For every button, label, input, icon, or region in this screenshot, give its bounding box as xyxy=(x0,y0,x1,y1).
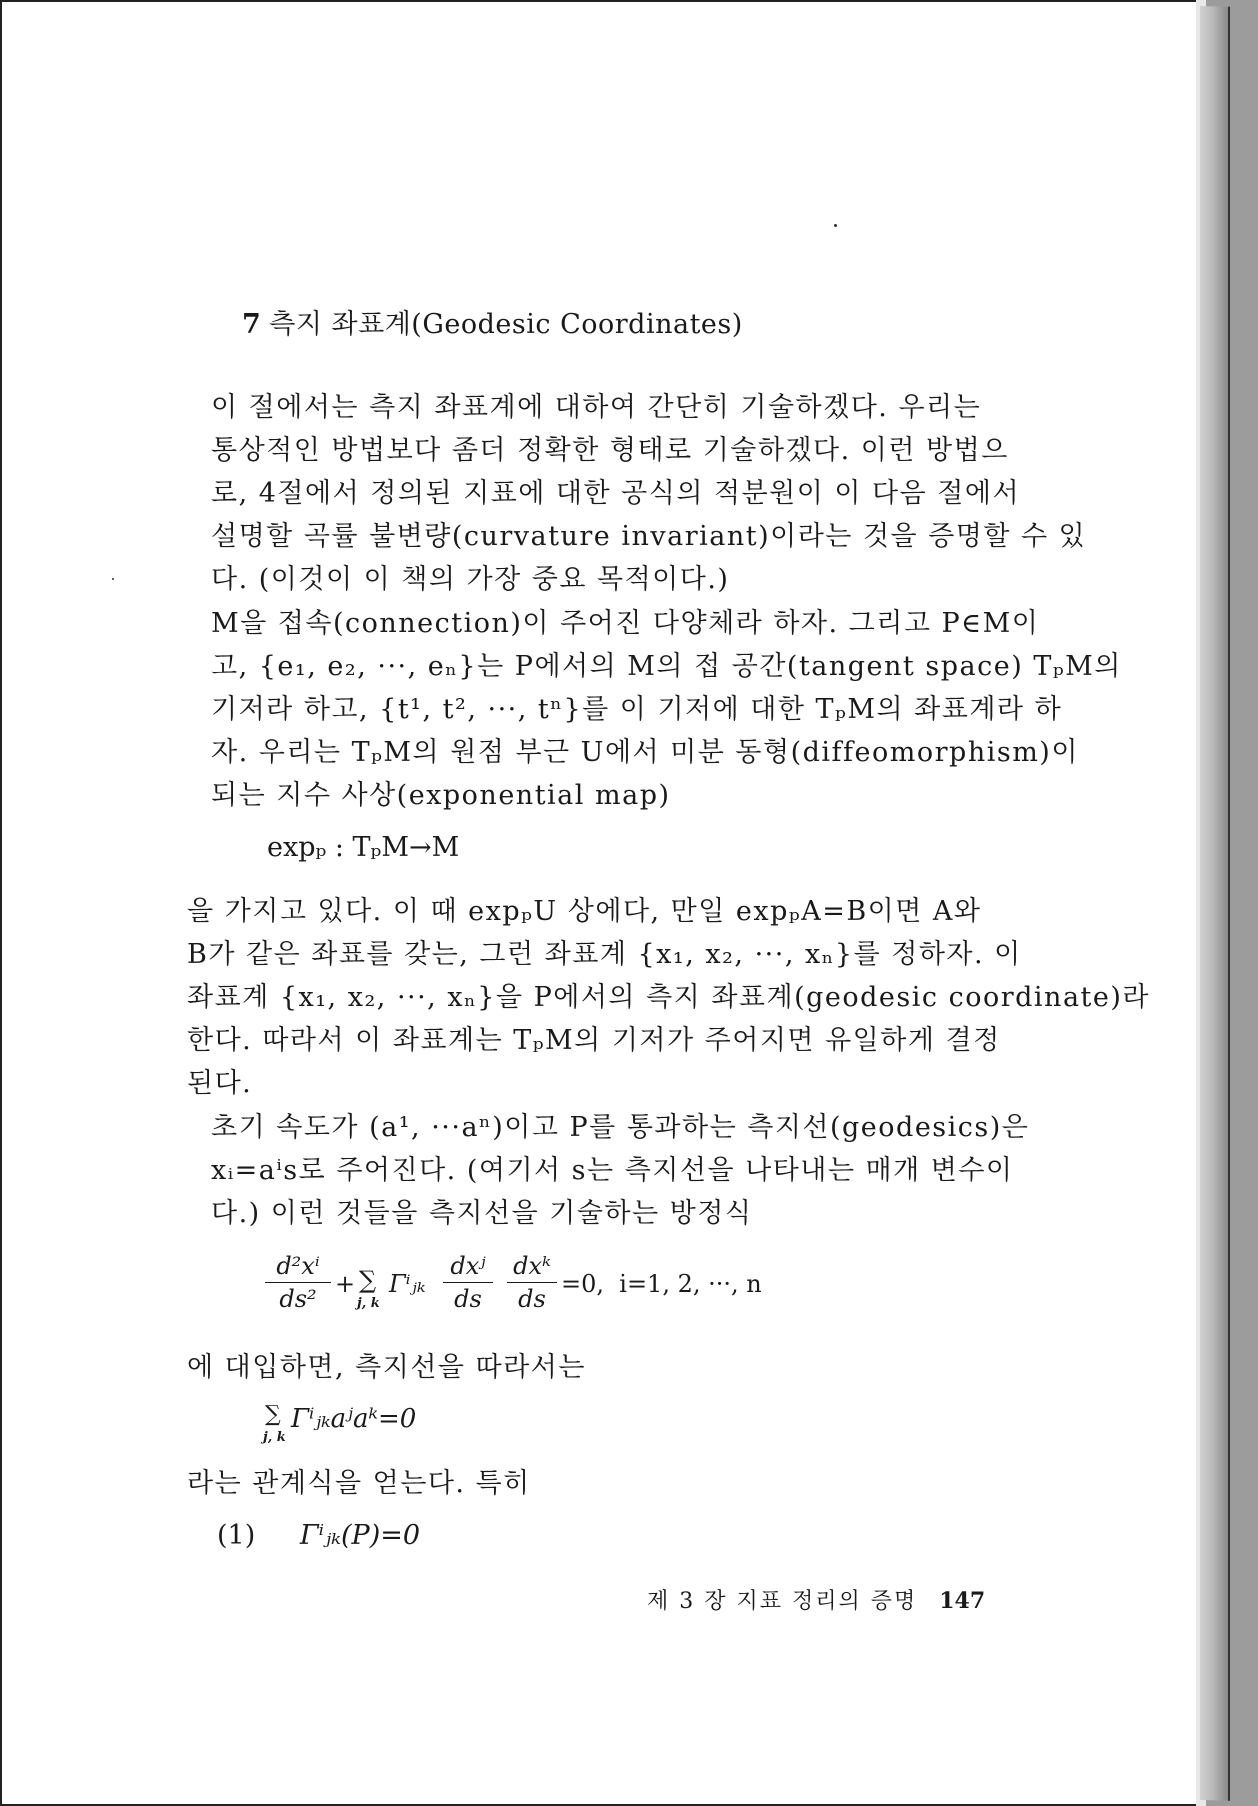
paragraph-intro xyxy=(187,386,1087,601)
denominator: ds xyxy=(518,1285,546,1313)
chapter-title: 제 3 장 지표 정리의 증명 xyxy=(647,1589,918,1614)
summation-index: j, k xyxy=(357,1296,380,1311)
text-line: 되는 지수 사상(exponential map) xyxy=(211,780,671,811)
fraction-dxj xyxy=(443,1252,493,1313)
fraction-second-derivative xyxy=(265,1252,331,1313)
text-line: 로, 4절에서 정의된 지표에 대한 공식의 적분원이 이 다음 절에서 xyxy=(211,478,1021,509)
text-line: 초기 속도가 (a¹, ···aⁿ)이고 P를 통과하는 측지선(geodesics)은 xyxy=(211,1112,1030,1143)
section-number: 7 xyxy=(242,309,262,340)
text-line: 좌표계 {x₁, x₂, ···, xₙ}을 P에서의 측지 좌표계(geodesic coordinate)라 xyxy=(187,982,1150,1013)
page-footer xyxy=(647,1584,985,1615)
text-line: 고, {e₁, e₂, ···, eₙ}는 P에서의 M의 접 공간(tangent space) TₚM의 xyxy=(211,651,1122,682)
summation-sign: ∑ xyxy=(359,1266,377,1294)
summation-sign: ∑ xyxy=(265,1402,281,1427)
text-line: 한다. 따라서 이 좌표계는 TₚM의 기저가 주어지면 유일하게 결정 xyxy=(187,1025,1001,1056)
numerator: dxᵏ xyxy=(513,1252,551,1280)
fraction-bar xyxy=(507,1282,557,1283)
text-line: xᵢ=aⁱs로 주어진다. (여기서 s는 측지선을 나타내는 매개 변수이 xyxy=(211,1155,1014,1186)
paragraph-relation xyxy=(187,1462,1007,1505)
text-line: 설명할 곡률 불변량(curvature invariant)이라는 것을 증명할 수 있 xyxy=(211,521,1087,552)
denominator: ds xyxy=(454,1285,482,1313)
equation-exponential-map: expₚ : TₚM→M xyxy=(267,832,460,863)
section-heading xyxy=(242,302,743,341)
fraction-dxk xyxy=(507,1252,557,1313)
plus-sign: + xyxy=(335,1270,356,1298)
paragraph-geodesics xyxy=(187,1106,1030,1235)
equation-1 xyxy=(217,1520,420,1551)
print-speck xyxy=(834,224,837,227)
text-line: 에 대입하면, 측지선을 따라서는 xyxy=(187,1352,586,1383)
summation-index: j, k xyxy=(263,1430,286,1445)
paragraph-definition xyxy=(187,602,1122,817)
text-line: 자. 우리는 TₚM의 원점 부근 U에서 미분 동형(diffeomorphism)이 xyxy=(211,737,1079,768)
text-line: 다.) 이런 것들을 측지선을 기술하는 방정식 xyxy=(211,1198,753,1229)
numerator: dxʲ xyxy=(450,1252,486,1280)
text-line: 라는 관계식을 얻는다. 특히 xyxy=(187,1468,531,1499)
section-title: 측지 좌표계(Geodesic Coordinates) xyxy=(269,309,743,340)
equation-label: (1) xyxy=(217,1520,256,1551)
text-line: B가 같은 좌표를 갖는, 그런 좌표계 {x₁, x₂, ···, xₙ}를 정하자. 이 xyxy=(187,939,1022,970)
relation-body: Γⁱⱼₖaʲaᵏ=0 xyxy=(291,1404,417,1434)
text-line: 다. (이것이 이 책의 가장 중요 목적이다.) xyxy=(211,564,730,595)
paragraph-substitute xyxy=(187,1346,1007,1389)
text-line: 된다. xyxy=(187,1068,253,1099)
equation-rhs: =0, i=1, 2, ···, n xyxy=(561,1270,762,1298)
denominator: ds² xyxy=(279,1285,317,1313)
equation-geodesic xyxy=(265,1252,915,1322)
christoffel-symbol: Γⁱⱼₖ xyxy=(389,1270,426,1298)
fraction-bar xyxy=(443,1282,493,1283)
text-line: 을 가지고 있다. 이 때 expₚU 상에다, 만일 expₚA=B이면 A와 xyxy=(187,896,982,927)
numerator: d²xⁱ xyxy=(276,1252,320,1280)
fraction-bar xyxy=(265,1282,331,1283)
page-stack-edge xyxy=(1200,6,1230,1801)
text-line: 기저라 하고, {t¹, t², ···, tⁿ}를 이 기저에 대한 TₚM의 좌표계라 하 xyxy=(211,694,1063,725)
equation-body: Γⁱⱼₖ(P)=0 xyxy=(299,1520,421,1551)
page-number: 147 xyxy=(939,1588,986,1614)
paragraph-coordinates xyxy=(187,890,1150,1105)
text-line: M을 접속(connection)이 주어진 다양체라 하자. 그리고 P∈M이 xyxy=(211,608,1040,639)
text-line: 이 절에서는 측지 좌표계에 대하여 간단히 기술하겠다. 우리는 xyxy=(211,392,982,423)
text-line: 통상적인 방법보다 좀더 정확한 형태로 기술하겠다. 이런 방법으 xyxy=(211,435,1009,466)
print-speck xyxy=(112,578,114,580)
